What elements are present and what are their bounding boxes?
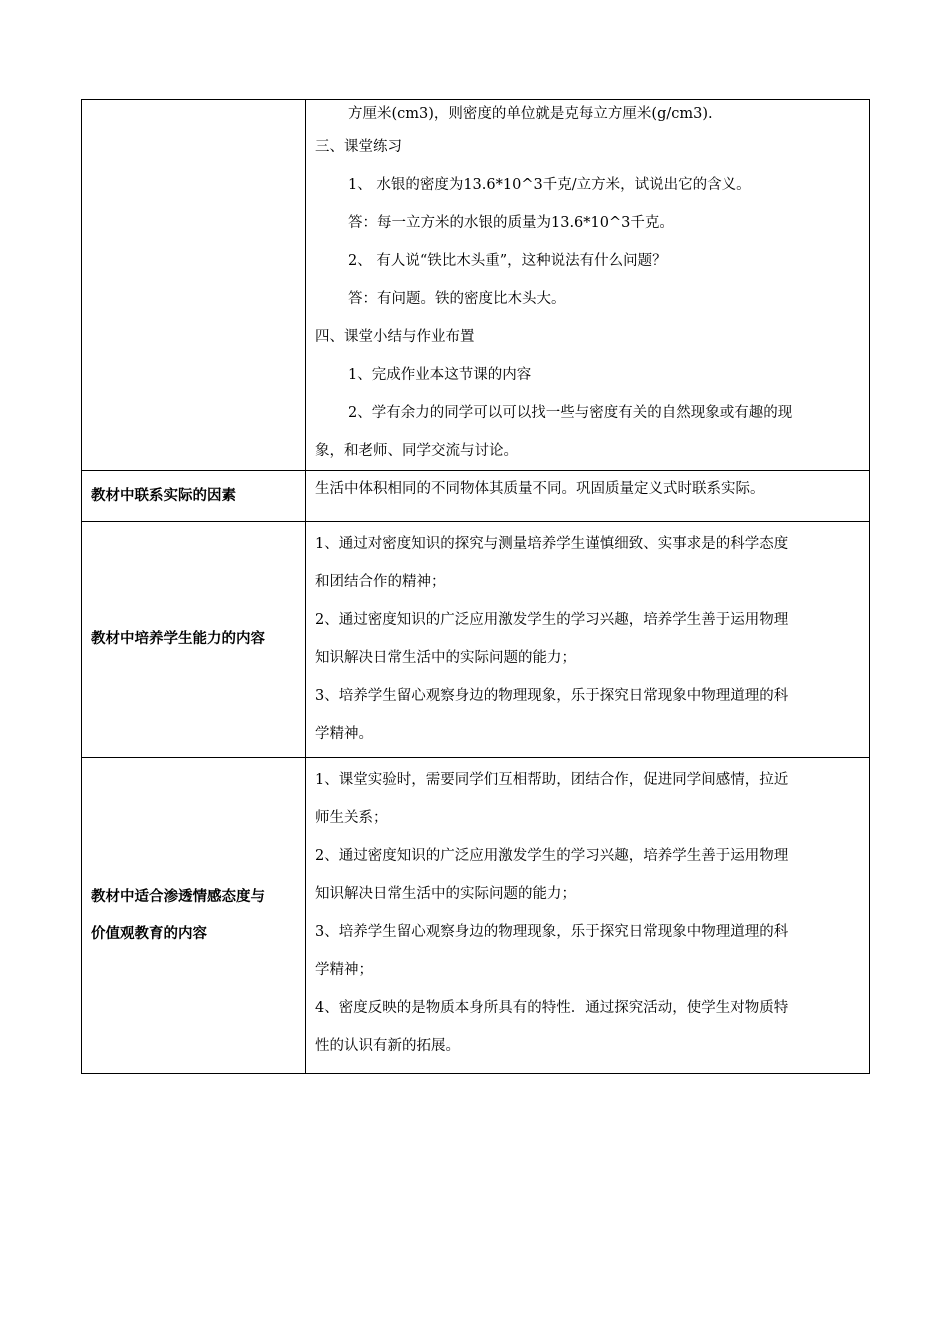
row-label-text: 教材中培养学生能力的内容 <box>91 631 265 647</box>
text-line: 3、培养学生留心观察身边的物理现象，乐于探究日常现象中物理道理的科 <box>315 924 789 940</box>
content-cell <box>306 471 870 522</box>
text-line: 2、通过密度知识的广泛应用激发学生的学习兴趣，培养学生善于运用物理 <box>315 612 789 628</box>
table-row-classroom-content <box>82 100 870 471</box>
row-label <box>82 758 306 1074</box>
text-line: 1、通过对密度知识的探究与测量培养学生谨慎细致、实事求是的科学态度 <box>315 536 789 552</box>
text-line: 1、课堂实验时，需要同学们互相帮助，团结合作，促进同学间感情，拉近 <box>315 772 789 788</box>
row-label-text: 教材中联系实际的因素 <box>91 487 236 504</box>
content-cell <box>306 758 870 1074</box>
content-cell <box>306 522 870 758</box>
text-line: 学精神； <box>315 962 373 978</box>
text-line: 答：有问题。铁的密度比木头大。 <box>348 291 566 307</box>
text-line: 学精神。 <box>315 726 373 742</box>
text-line: 2、学有余力的同学可以可以找一些与密度有关的自然现象或有趣的现 <box>348 405 793 421</box>
section-heading: 四、课堂小结与作业布置 <box>315 329 475 345</box>
lesson-plan-table <box>81 99 870 1074</box>
text-line: 4、密度反映的是物质本身所具有的特性．通过探究活动，使学生对物质特 <box>315 1000 789 1016</box>
text-line: 1、 水银的密度为13.6*10^3千克/立方米，试说出它的含义。 <box>348 177 751 193</box>
section-heading: 三、课堂练习 <box>315 139 402 155</box>
text-line: 知识解决日常生活中的实际问题的能力； <box>315 650 576 666</box>
text-line: 1、完成作业本这节课的内容 <box>348 367 532 383</box>
row-label <box>82 471 306 522</box>
text-line: 生活中体积相同的不同物体其质量不同。巩固质量定义式时联系实际。 <box>315 481 765 497</box>
text-line: 答：每一立方米的水银的质量为13.6*10^3千克。 <box>348 215 674 231</box>
text-line: 2、通过密度知识的广泛应用激发学生的学习兴趣，培养学生善于运用物理 <box>315 848 789 864</box>
text-line: 方厘米(cm3)，则密度的单位就是克每立方厘米(g/cm3). <box>348 106 713 122</box>
row-label-text: 教材中适合渗透情感态度与 <box>91 888 265 905</box>
text-line: 2、 有人说“铁比木头重”，这种说法有什么问题？ <box>348 253 667 269</box>
row-label <box>82 522 306 758</box>
text-line: 3、培养学生留心观察身边的物理现象，乐于探究日常现象中物理道理的科 <box>315 688 789 704</box>
empty-label-cell <box>82 100 306 471</box>
text-line: 和团结合作的精神； <box>315 574 446 590</box>
text-line: 知识解决日常生活中的实际问题的能力； <box>315 886 576 902</box>
content-cell <box>306 100 870 471</box>
row-label-text: 价值观教育的内容 <box>91 925 207 942</box>
table-row-ability-content <box>82 522 870 758</box>
text-line: 象，和老师、同学交流与讨论。 <box>315 443 518 459</box>
text-line: 性的认识有新的拓展。 <box>315 1038 460 1054</box>
table-row-values-education <box>82 758 870 1074</box>
table-row-real-life-factors <box>82 471 870 522</box>
text-line: 师生关系； <box>315 810 388 826</box>
